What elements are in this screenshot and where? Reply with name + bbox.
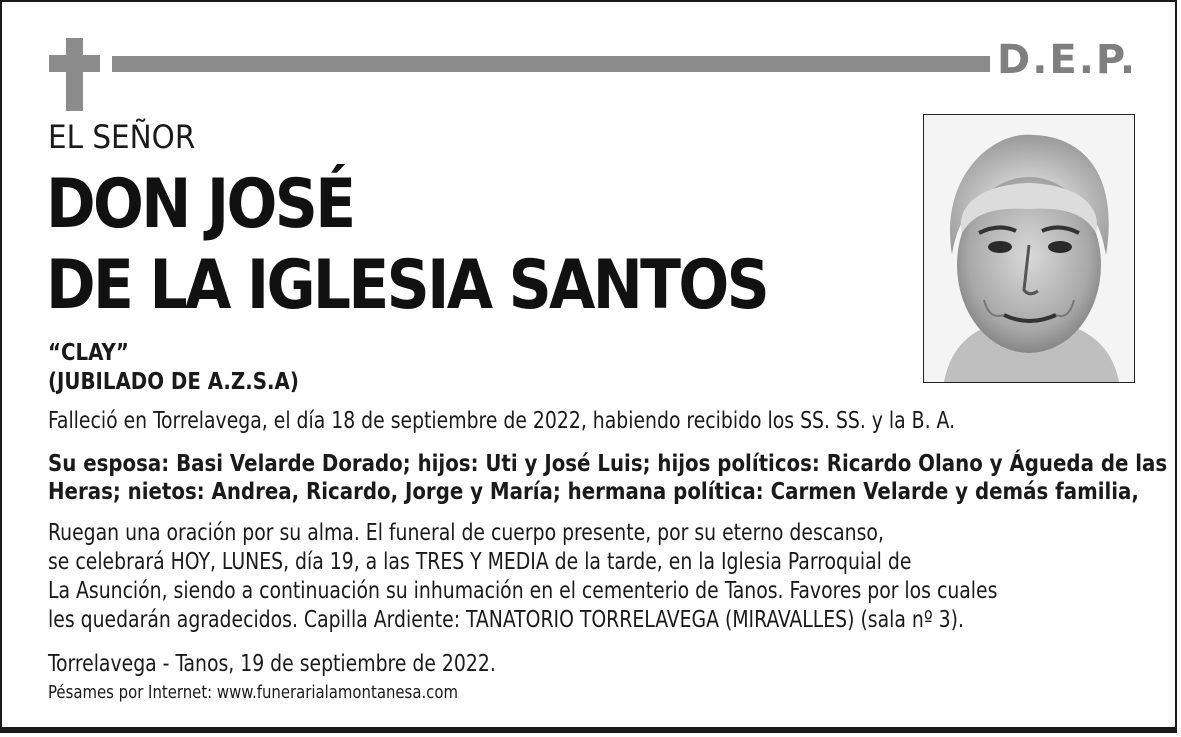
request-line-2: se celebrará HOY, LUNES, día 19, a las TRES Y MEDIA de la tarde, en la Iglesia Parroquial de <box>48 549 912 575</box>
portrait-illustration <box>924 115 1134 382</box>
cross-icon-bar <box>49 55 100 72</box>
portrait-photo <box>923 114 1135 383</box>
condolences-link[interactable]: Pésames por Internet: www.funerarialamontanesa.com <box>48 682 459 703</box>
place-date: Torrelavega - Tanos, 19 de septiembre de 2022. <box>48 651 496 677</box>
family-line-1: Su esposa: Basi Velarde Dorado; hijos: Uti y José Luis; hijos políticos: Ricardo Olano y Águeda de las <box>48 451 1168 477</box>
deceased-name-line1: DON JOSÉ <box>46 165 354 244</box>
request-line-3: La Asunción, siendo a continuación su inhumación en el cementerio de Tanos. Favores por los cuales <box>48 578 998 604</box>
honorific: EL SEÑOR <box>48 118 196 156</box>
deceased-name-line2: DE LA IGLESIA SANTOS <box>46 246 768 325</box>
request-line-4: les quedarán agradecidos. Capilla Ardiente: TANATORIO TORRELAVEGA (MIRAVALLES) (sala nº 3). <box>48 607 964 633</box>
request-line-1: Ruegan una oración por su alma. El funeral de cuerpo presente, por su eterno descanso, <box>48 520 884 546</box>
family-line-2: Heras; nietos: Andrea, Ricardo, Jorge y María; hermana política: Carmen Velarde y demás familia, <box>48 479 1139 505</box>
nickname: “CLAY” <box>48 340 129 366</box>
header-rule <box>112 56 990 72</box>
cross-icon <box>66 38 83 111</box>
dep-label: D.E.P. <box>997 37 1138 83</box>
occupation: (JUBILADO DE A.Z.S.A) <box>48 369 299 395</box>
death-notice: Falleció en Torrelavega, el día 18 de septiembre de 2022, habiendo recibido los SS. SS. y la B. A. <box>48 408 956 434</box>
